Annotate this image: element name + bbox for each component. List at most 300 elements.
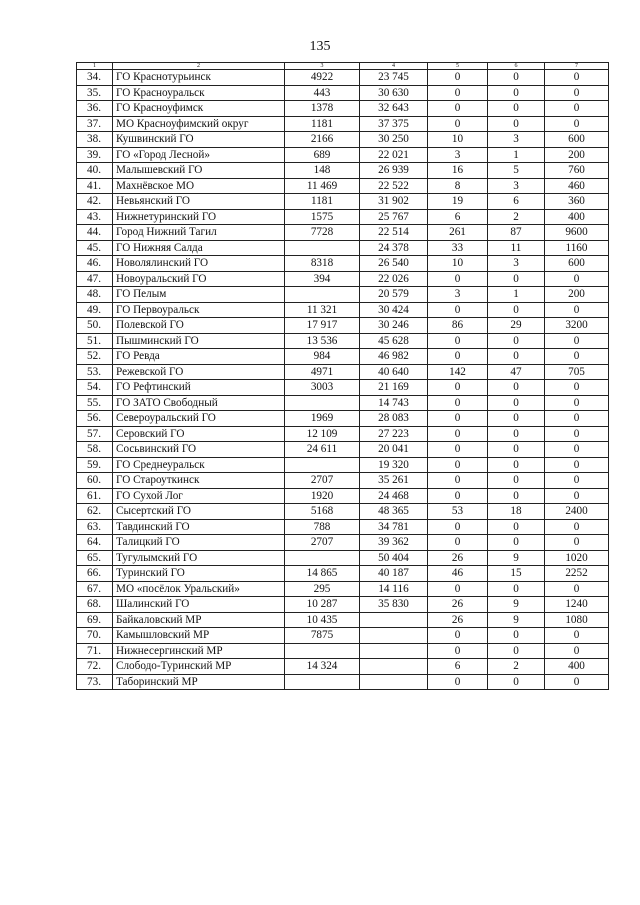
value-col-4: 22 021 (360, 147, 428, 163)
value-col-6: 0 (488, 674, 545, 690)
value-col-3 (285, 287, 360, 303)
value-col-5: 3 (428, 147, 488, 163)
value-col-6: 87 (488, 225, 545, 241)
row-number: 56. (77, 411, 113, 427)
municipality-name: Пышминский ГО (113, 333, 285, 349)
value-col-4: 14 743 (360, 395, 428, 411)
value-col-5: 46 (428, 566, 488, 582)
value-col-3: 4971 (285, 364, 360, 380)
row-number: 68. (77, 597, 113, 613)
value-col-5: 0 (428, 488, 488, 504)
row-number: 54. (77, 380, 113, 396)
row-number: 46. (77, 256, 113, 272)
value-col-3: 24 611 (285, 442, 360, 458)
value-col-3 (285, 643, 360, 659)
municipality-name: ГО Пелым (113, 287, 285, 303)
value-col-5: 0 (428, 85, 488, 101)
value-col-6: 0 (488, 473, 545, 489)
value-col-6: 0 (488, 426, 545, 442)
value-col-7: 0 (545, 488, 609, 504)
row-number: 34. (77, 70, 113, 86)
value-col-6: 9 (488, 612, 545, 628)
value-col-3: 2166 (285, 132, 360, 148)
table-row (77, 395, 609, 411)
value-col-5: 0 (428, 101, 488, 117)
value-col-7: 460 (545, 178, 609, 194)
municipality-name: Туринский ГО (113, 566, 285, 582)
municipality-name: Нижнесергинский МР (113, 643, 285, 659)
value-col-5: 19 (428, 194, 488, 210)
value-col-7: 400 (545, 209, 609, 225)
value-col-5: 0 (428, 442, 488, 458)
row-number: 55. (77, 395, 113, 411)
municipality-name: Новоуральский ГО (113, 271, 285, 287)
value-col-5: 0 (428, 116, 488, 132)
municipality-name: МО Красноуфимский округ (113, 116, 285, 132)
table-row (77, 411, 609, 427)
row-number: 42. (77, 194, 113, 210)
table-row (77, 364, 609, 380)
value-col-7: 0 (545, 674, 609, 690)
value-col-3: 443 (285, 85, 360, 101)
table-row (77, 442, 609, 458)
value-col-7: 0 (545, 535, 609, 551)
value-col-7: 1160 (545, 240, 609, 256)
value-col-4: 28 083 (360, 411, 428, 427)
value-col-3: 4922 (285, 70, 360, 86)
value-col-6: 0 (488, 349, 545, 365)
value-col-3: 13 536 (285, 333, 360, 349)
municipality-name: ГО Красноуфимск (113, 101, 285, 117)
row-number: 50. (77, 318, 113, 334)
value-col-4: 30 424 (360, 302, 428, 318)
value-col-3 (285, 457, 360, 473)
value-col-4: 22 522 (360, 178, 428, 194)
row-number: 53. (77, 364, 113, 380)
row-number: 60. (77, 473, 113, 489)
value-col-5: 16 (428, 163, 488, 179)
value-col-6: 0 (488, 85, 545, 101)
value-col-3: 12 109 (285, 426, 360, 442)
municipality-name: ГО Сухой Лог (113, 488, 285, 504)
municipality-name: ГО Красноуральск (113, 85, 285, 101)
row-number: 48. (77, 287, 113, 303)
value-col-7: 0 (545, 581, 609, 597)
value-col-4: 25 767 (360, 209, 428, 225)
value-col-4: 20 579 (360, 287, 428, 303)
value-col-6: 0 (488, 395, 545, 411)
value-col-7: 400 (545, 659, 609, 675)
header-cell: 5 (428, 63, 488, 70)
value-col-5: 261 (428, 225, 488, 241)
table-row (77, 333, 609, 349)
value-col-3: 788 (285, 519, 360, 535)
municipality-name: Слободо-Туринский МР (113, 659, 285, 675)
value-col-7: 0 (545, 85, 609, 101)
table-row (77, 70, 609, 86)
value-col-7: 1080 (545, 612, 609, 628)
municipality-name: Малышевский ГО (113, 163, 285, 179)
value-col-5: 0 (428, 535, 488, 551)
value-col-7: 0 (545, 442, 609, 458)
value-col-7: 200 (545, 147, 609, 163)
row-number: 44. (77, 225, 113, 241)
row-number: 35. (77, 85, 113, 101)
municipality-name: Режевской ГО (113, 364, 285, 380)
table-row (77, 85, 609, 101)
row-number: 52. (77, 349, 113, 365)
value-col-4 (360, 659, 428, 675)
table-row (77, 225, 609, 241)
row-number: 64. (77, 535, 113, 551)
value-col-4: 22 026 (360, 271, 428, 287)
value-col-6: 0 (488, 457, 545, 473)
value-col-7: 705 (545, 364, 609, 380)
value-col-7: 0 (545, 519, 609, 535)
municipality-name: Город Нижний Тагил (113, 225, 285, 241)
page-number: 135 (309, 39, 331, 54)
table-row (77, 581, 609, 597)
value-col-7: 0 (545, 628, 609, 644)
value-col-5: 0 (428, 333, 488, 349)
value-col-4: 30 250 (360, 132, 428, 148)
value-col-4: 30 246 (360, 318, 428, 334)
value-col-4: 48 365 (360, 504, 428, 520)
value-col-3: 295 (285, 581, 360, 597)
value-col-5: 6 (428, 209, 488, 225)
value-col-4: 40 640 (360, 364, 428, 380)
value-col-3: 1181 (285, 194, 360, 210)
value-col-6: 0 (488, 333, 545, 349)
value-col-7: 0 (545, 116, 609, 132)
table-row (77, 597, 609, 613)
value-col-3: 1378 (285, 101, 360, 117)
value-col-7: 0 (545, 380, 609, 396)
municipality-name: Махнёвское МО (113, 178, 285, 194)
row-number: 63. (77, 519, 113, 535)
municipality-name: ГО Староуткинск (113, 473, 285, 489)
value-col-5: 0 (428, 70, 488, 86)
municipality-name: ГО Среднеуральск (113, 457, 285, 473)
table-row (77, 628, 609, 644)
value-col-3: 984 (285, 349, 360, 365)
table-row (77, 302, 609, 318)
row-number: 36. (77, 101, 113, 117)
value-col-4: 20 041 (360, 442, 428, 458)
municipality-name: ГО Краснотурьинск (113, 70, 285, 86)
value-col-7: 0 (545, 473, 609, 489)
value-col-3: 2707 (285, 473, 360, 489)
municipality-name: МО «посёлок Уральский» (113, 581, 285, 597)
value-col-3: 14 324 (285, 659, 360, 675)
table-row (77, 473, 609, 489)
municipality-name: Байкаловский МР (113, 612, 285, 628)
value-col-4: 34 781 (360, 519, 428, 535)
value-col-5: 0 (428, 457, 488, 473)
table-row (77, 132, 609, 148)
value-col-5: 0 (428, 349, 488, 365)
row-number: 71. (77, 643, 113, 659)
value-col-6: 1 (488, 147, 545, 163)
table-row (77, 318, 609, 334)
row-number: 45. (77, 240, 113, 256)
value-col-4: 30 630 (360, 85, 428, 101)
header-cell: 4 (360, 63, 428, 70)
value-col-6: 1 (488, 287, 545, 303)
municipality-name: ГО Нижняя Салда (113, 240, 285, 256)
value-col-6: 3 (488, 256, 545, 272)
value-col-6: 0 (488, 116, 545, 132)
value-col-3: 10 287 (285, 597, 360, 613)
header-cell: 6 (488, 63, 545, 70)
table-row (77, 457, 609, 473)
table-row (77, 519, 609, 535)
value-col-6: 11 (488, 240, 545, 256)
row-number: 65. (77, 550, 113, 566)
value-col-3: 394 (285, 271, 360, 287)
table-row (77, 349, 609, 365)
value-col-4: 35 261 (360, 473, 428, 489)
value-col-7: 1020 (545, 550, 609, 566)
table-row (77, 163, 609, 179)
header-cell: 7 (545, 63, 609, 70)
value-col-5: 0 (428, 674, 488, 690)
value-col-5: 33 (428, 240, 488, 256)
table-row (77, 488, 609, 504)
value-col-5: 0 (428, 473, 488, 489)
value-col-5: 0 (428, 302, 488, 318)
data-table (76, 62, 609, 690)
value-col-4: 31 902 (360, 194, 428, 210)
table-row (77, 116, 609, 132)
value-col-7: 360 (545, 194, 609, 210)
municipality-name: ГО ЗАТО Свободный (113, 395, 285, 411)
value-col-4: 26 540 (360, 256, 428, 272)
municipality-name: Тавдинский ГО (113, 519, 285, 535)
municipality-name: Полевской ГО (113, 318, 285, 334)
table-row (77, 380, 609, 396)
row-number: 39. (77, 147, 113, 163)
row-number: 47. (77, 271, 113, 287)
value-col-4: 35 830 (360, 597, 428, 613)
value-col-5: 6 (428, 659, 488, 675)
row-number: 73. (77, 674, 113, 690)
row-number: 61. (77, 488, 113, 504)
value-col-7: 0 (545, 349, 609, 365)
value-col-3 (285, 550, 360, 566)
row-number: 57. (77, 426, 113, 442)
value-col-6: 0 (488, 411, 545, 427)
value-col-3 (285, 240, 360, 256)
value-col-7: 0 (545, 411, 609, 427)
row-number: 67. (77, 581, 113, 597)
value-col-4: 32 643 (360, 101, 428, 117)
value-col-3: 14 865 (285, 566, 360, 582)
table-row (77, 101, 609, 117)
value-col-4: 23 745 (360, 70, 428, 86)
value-col-3: 1181 (285, 116, 360, 132)
value-col-7: 0 (545, 426, 609, 442)
value-col-4: 46 982 (360, 349, 428, 365)
value-col-6: 0 (488, 442, 545, 458)
value-col-7: 0 (545, 271, 609, 287)
row-number: 51. (77, 333, 113, 349)
municipality-name: Кушвинский ГО (113, 132, 285, 148)
value-col-5: 0 (428, 643, 488, 659)
value-col-6: 3 (488, 132, 545, 148)
value-col-3: 5168 (285, 504, 360, 520)
value-col-3: 11 321 (285, 302, 360, 318)
municipality-name: Нижнетуринский ГО (113, 209, 285, 225)
table-row (77, 194, 609, 210)
value-col-7: 9600 (545, 225, 609, 241)
value-col-7: 0 (545, 302, 609, 318)
value-col-3: 7875 (285, 628, 360, 644)
value-col-5: 0 (428, 519, 488, 535)
header-cell: 3 (285, 63, 360, 70)
value-col-7: 0 (545, 457, 609, 473)
value-col-3: 10 435 (285, 612, 360, 628)
municipality-name: Таборинский МР (113, 674, 285, 690)
table-row (77, 271, 609, 287)
value-col-4: 22 514 (360, 225, 428, 241)
table-row (77, 178, 609, 194)
value-col-6: 0 (488, 643, 545, 659)
value-col-4: 40 187 (360, 566, 428, 582)
municipality-name: Шалинский ГО (113, 597, 285, 613)
row-number: 62. (77, 504, 113, 520)
value-col-6: 9 (488, 550, 545, 566)
value-col-7: 2400 (545, 504, 609, 520)
value-col-7: 0 (545, 70, 609, 86)
value-col-3: 11 469 (285, 178, 360, 194)
municipality-name: Талицкий ГО (113, 535, 285, 551)
value-col-4: 37 375 (360, 116, 428, 132)
value-col-6: 29 (488, 318, 545, 334)
value-col-6: 18 (488, 504, 545, 520)
value-col-5: 86 (428, 318, 488, 334)
column-number-row (77, 63, 609, 70)
value-col-6: 0 (488, 581, 545, 597)
value-col-6: 0 (488, 380, 545, 396)
value-col-3 (285, 395, 360, 411)
value-col-7: 600 (545, 256, 609, 272)
value-col-7: 0 (545, 333, 609, 349)
municipality-name: ГО Ревда (113, 349, 285, 365)
value-col-5: 26 (428, 597, 488, 613)
value-col-3: 1920 (285, 488, 360, 504)
value-col-3: 8318 (285, 256, 360, 272)
municipality-name: ГО Первоуральск (113, 302, 285, 318)
value-col-4: 24 468 (360, 488, 428, 504)
table-row (77, 643, 609, 659)
value-col-6: 3 (488, 178, 545, 194)
value-col-6: 0 (488, 70, 545, 86)
table-row (77, 256, 609, 272)
value-col-5: 0 (428, 395, 488, 411)
value-col-6: 0 (488, 302, 545, 318)
row-number: 69. (77, 612, 113, 628)
value-col-5: 142 (428, 364, 488, 380)
municipality-name: ГО «Город Лесной» (113, 147, 285, 163)
value-col-4: 14 116 (360, 581, 428, 597)
value-col-6: 47 (488, 364, 545, 380)
value-col-6: 0 (488, 271, 545, 287)
value-col-7: 0 (545, 643, 609, 659)
row-number: 38. (77, 132, 113, 148)
value-col-5: 53 (428, 504, 488, 520)
value-col-5: 0 (428, 426, 488, 442)
value-col-5: 0 (428, 271, 488, 287)
municipality-name: Новолялинский ГО (113, 256, 285, 272)
municipality-name: Камышловский МР (113, 628, 285, 644)
value-col-3: 148 (285, 163, 360, 179)
value-col-7: 600 (545, 132, 609, 148)
table-row (77, 426, 609, 442)
table-row (77, 566, 609, 582)
row-number: 49. (77, 302, 113, 318)
value-col-3: 689 (285, 147, 360, 163)
value-col-5: 0 (428, 628, 488, 644)
value-col-6: 0 (488, 535, 545, 551)
municipality-name: Сысертский ГО (113, 504, 285, 520)
row-number: 58. (77, 442, 113, 458)
row-number: 37. (77, 116, 113, 132)
row-number: 70. (77, 628, 113, 644)
value-col-5: 8 (428, 178, 488, 194)
value-col-4 (360, 674, 428, 690)
value-col-6: 2 (488, 209, 545, 225)
value-col-3: 3003 (285, 380, 360, 396)
header-cell: 1 (77, 63, 113, 70)
municipality-name: Тугулымский ГО (113, 550, 285, 566)
value-col-3: 1575 (285, 209, 360, 225)
value-col-4: 26 939 (360, 163, 428, 179)
value-col-7: 2252 (545, 566, 609, 582)
value-col-4 (360, 628, 428, 644)
municipality-name: Невьянский ГО (113, 194, 285, 210)
row-number: 72. (77, 659, 113, 675)
table-row (77, 674, 609, 690)
table-row (77, 504, 609, 520)
value-col-7: 0 (545, 395, 609, 411)
value-col-6: 2 (488, 659, 545, 675)
value-col-4: 45 628 (360, 333, 428, 349)
table-row (77, 287, 609, 303)
value-col-3: 17 917 (285, 318, 360, 334)
value-col-6: 0 (488, 519, 545, 535)
row-number: 43. (77, 209, 113, 225)
value-col-5: 10 (428, 256, 488, 272)
value-col-5: 0 (428, 581, 488, 597)
value-col-3 (285, 674, 360, 690)
value-col-7: 3200 (545, 318, 609, 334)
municipality-name: Сосьвинский ГО (113, 442, 285, 458)
value-col-5: 26 (428, 550, 488, 566)
row-number: 59. (77, 457, 113, 473)
value-col-3: 1969 (285, 411, 360, 427)
value-col-6: 5 (488, 163, 545, 179)
value-col-7: 1240 (545, 597, 609, 613)
value-col-7: 200 (545, 287, 609, 303)
value-col-3: 7728 (285, 225, 360, 241)
table-row (77, 612, 609, 628)
value-col-4 (360, 612, 428, 628)
table-row (77, 147, 609, 163)
table-row (77, 550, 609, 566)
value-col-4 (360, 643, 428, 659)
value-col-6: 6 (488, 194, 545, 210)
